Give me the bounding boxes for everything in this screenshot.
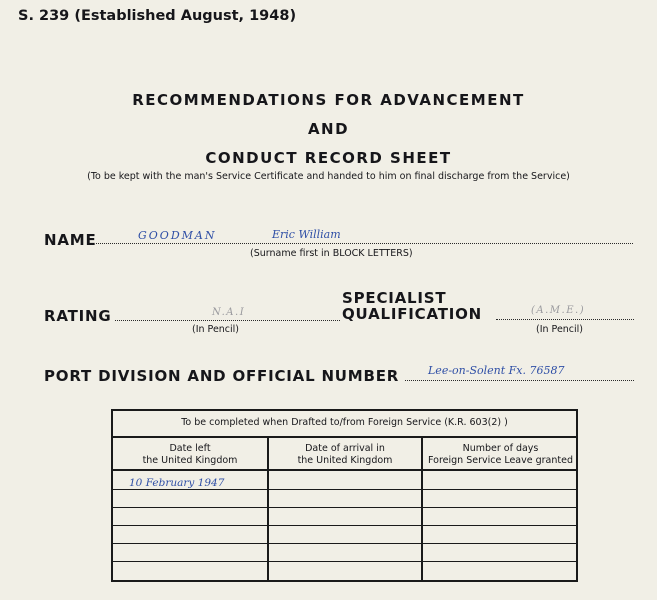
foreign-service-table [111, 409, 578, 582]
row-line [113, 561, 576, 562]
specialist-label-line-1: SPECIALIST [342, 289, 447, 307]
name-dotted-line [96, 243, 633, 244]
rating-hint: (In Pencil) [192, 324, 240, 335]
row-line [113, 543, 576, 544]
given-names-value[interactable]: Eric William [272, 228, 341, 241]
port-division-dotted-line [405, 380, 634, 381]
name-hint: (Surname first in BLOCK LETTERS) [250, 248, 413, 259]
title-line-2: AND [307, 120, 350, 138]
name-label: NAME [44, 231, 97, 249]
table-title-divider [113, 436, 576, 438]
row-line [113, 507, 576, 508]
specialist-dotted-line [496, 319, 634, 320]
header-divider [113, 469, 576, 471]
rating-dotted-line [115, 320, 340, 321]
instruction-note: (To be kept with the man's Service Certificate and handed to him on final discharge from the Service) [87, 171, 570, 182]
specialist-value[interactable]: (A.M.E.) [531, 305, 586, 316]
title-line-3: CONDUCT RECORD SHEET [205, 149, 452, 167]
specialist-label-line-2: QUALIFICATION [342, 305, 483, 323]
column-header-date-arrival: Date of arrival in the United Kingdom [297, 443, 393, 466]
row-line [113, 489, 576, 490]
foreign-service-title: To be completed when Drafted to/from Foreign Service (K.R. 603(2) ) [181, 417, 508, 428]
rating-value[interactable]: N.A.I [212, 307, 246, 318]
port-division-value[interactable]: Lee-on-Solent Fx. 76587 [428, 364, 565, 377]
surname-value[interactable]: GOODMAN [138, 229, 217, 242]
column-header-leave-days: Number of days Foreign Service Leave granted [428, 443, 573, 466]
title-line-1: RECOMMENDATIONS FOR ADVANCEMENT [132, 91, 525, 109]
row-line [113, 525, 576, 526]
table-row-1-date-left[interactable]: 10 February 1947 [129, 477, 225, 489]
form-code: S. 239 (Established August, 1948) [18, 8, 297, 24]
port-division-label: PORT DIVISION AND OFFICIAL NUMBER [44, 367, 400, 385]
rating-label: RATING [44, 307, 112, 325]
column-header-date-left: Date left the United Kingdom [142, 443, 238, 466]
specialist-hint: (In Pencil) [536, 324, 584, 335]
